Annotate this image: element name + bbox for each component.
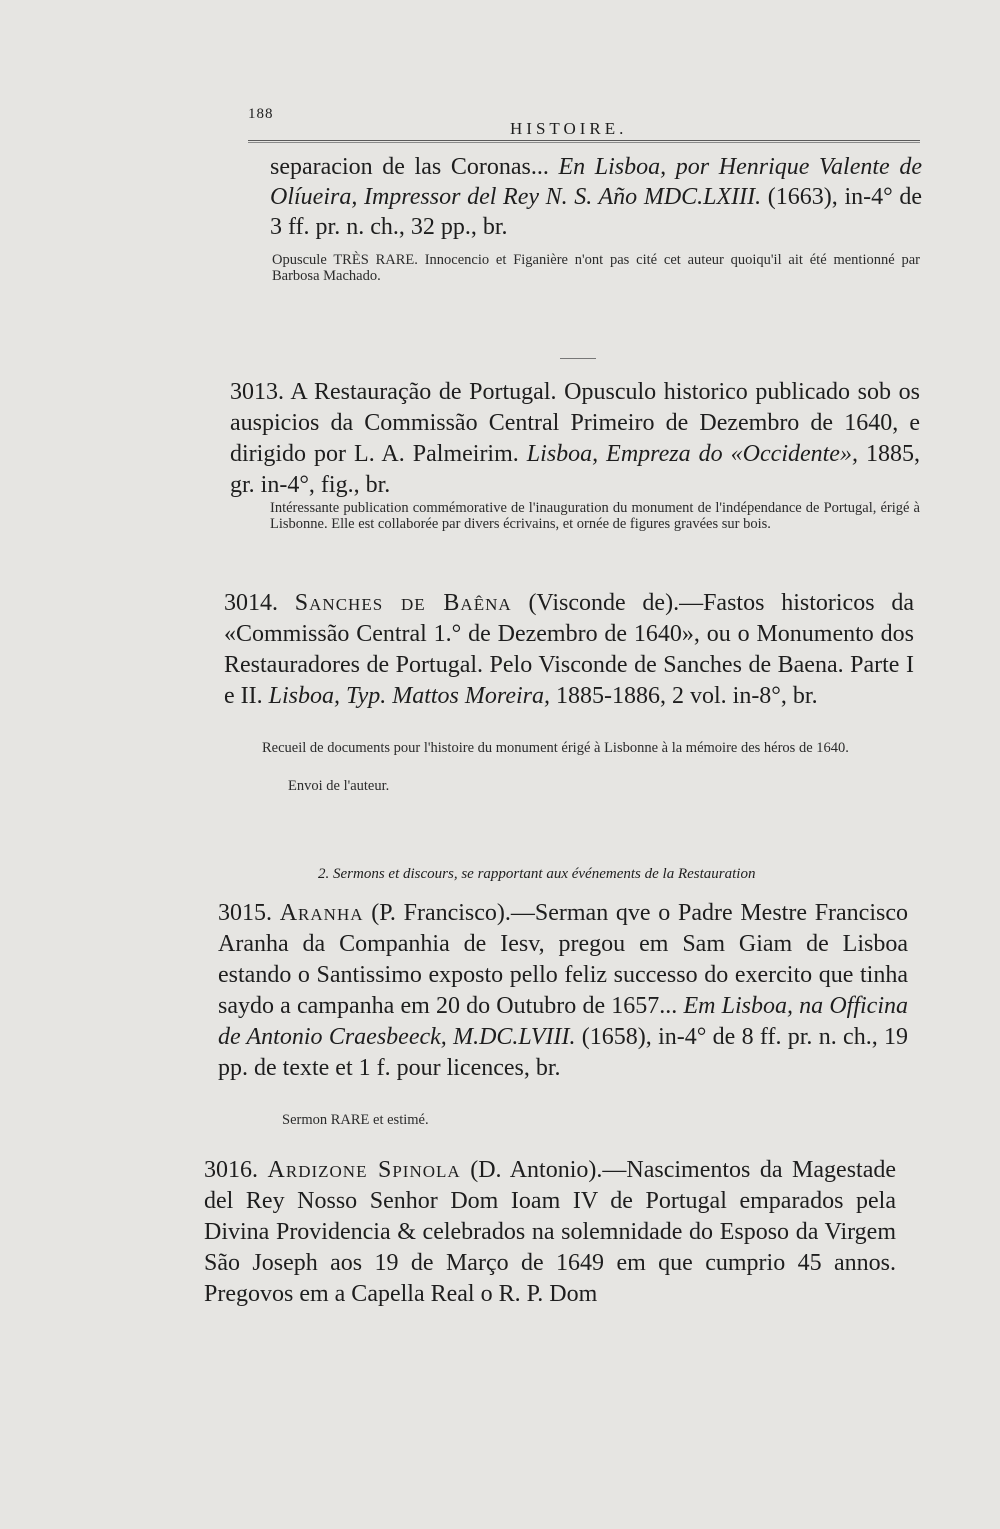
entry-author: Aranha [279,900,364,926]
page-number: 188 [248,106,274,122]
entry-3013: 3013. A Restauração de Portugal. Opusculo historico publicado sob os auspicios da Commissão Central Primeiro de Dezembro de 1640, e dirigido por L. A. Palmeirim. Lisboa, Empreza do «Occidente», 1885, gr. in-4°, fig., br. [230,379,920,498]
page-header [248,106,920,156]
entry-3016: 3016. Ardizone Spinola (D. Antonio).—Nascimentos da Magestade del Rey Nosso Senhor Dom Ioam IV de Portugal emparados pela Divina Providencia & celebrados na solemnidade do Esposo da Virgem São Joseph aos 19 de Março de 1649 em que cumprio 45 annos. Pregovos em a Capella Real o R. P. Dom [204,1157,897,1307]
header-rule [248,140,920,143]
entry-3015: 3015. Aranha (P. Francisco).—Serman qve o Padre Mestre Francisco Aranha da Companhia de Iesv, pregou em Sam Giam de Lisboa estando o Santissimo exposto pello feliz successo do exercito que tinha saydo a campanha em 20 do Outubro de 1657... Em Lisboa, na Officina de Antonio Craesbeeck, M.DC.LVIII. (1658), in-4° de 8 ff. pr. n. ch., 19 pp. de texte et 1 f. pour licences, br. [218,900,908,1081]
continued-entry-text: separacion de las Coronas... En Lisboa, por Henrique Valente de Olíueira, Impressor del Rey N. S. Año MDC.LXIII. (1663), in-4° de 3 ff. pr. n. ch., 32 pp., br. [270,154,922,240]
entry-author: Ardizone Spinola [267,1157,461,1183]
entry-3014-note: Recueil de documents pour l'histoire du monument érigé à Lisbonne à la mémoire des héros de 1640. [262,740,849,756]
entry-number: 3016. [204,1157,258,1183]
continued-entry-note: Opuscule TRÈS RARE. Innocencio et Figanière n'ont pas cité cet auteur quoiqu'il ait été mentionné par Barbosa Machado. [272,252,920,284]
entry-number: 3015. [218,900,272,926]
entry-number: 3014. [224,590,278,616]
separator-rule [560,358,596,359]
section-title: 2. Sermons et discours, se rapportant aux événements de la Restauration [318,866,756,882]
running-head: HISTOIRE. [510,119,628,138]
entry-number: 3013. [230,379,284,405]
entry-author: Sanches de Baêna [294,590,512,616]
entry-3014: 3014. Sanches de Baêna (Visconde de).—Fastos historicos da «Commissão Central 1.° de Dezembro de 1640», ou o Monumento dos Restauradores de Portugal. Pelo Visconde de Sanches de Baena. Parte I e II. Lisboa, Typ. Mattos Moreira, 1885-1886, 2 vol. in-8°, br. [224,590,914,709]
entry-3015-note: Sermon RARE et estimé. [282,1112,429,1128]
entry-3013-note: Intéressante publication commémorative de l'inauguration du monument de l'indépendance de Portugal, érigé à Lisbonne. Elle est collaborée par divers écrivains, et ornée de figures gravées sur bois. [270,500,920,532]
entry-3014-note-2: Envoi de l'auteur. [288,778,390,794]
